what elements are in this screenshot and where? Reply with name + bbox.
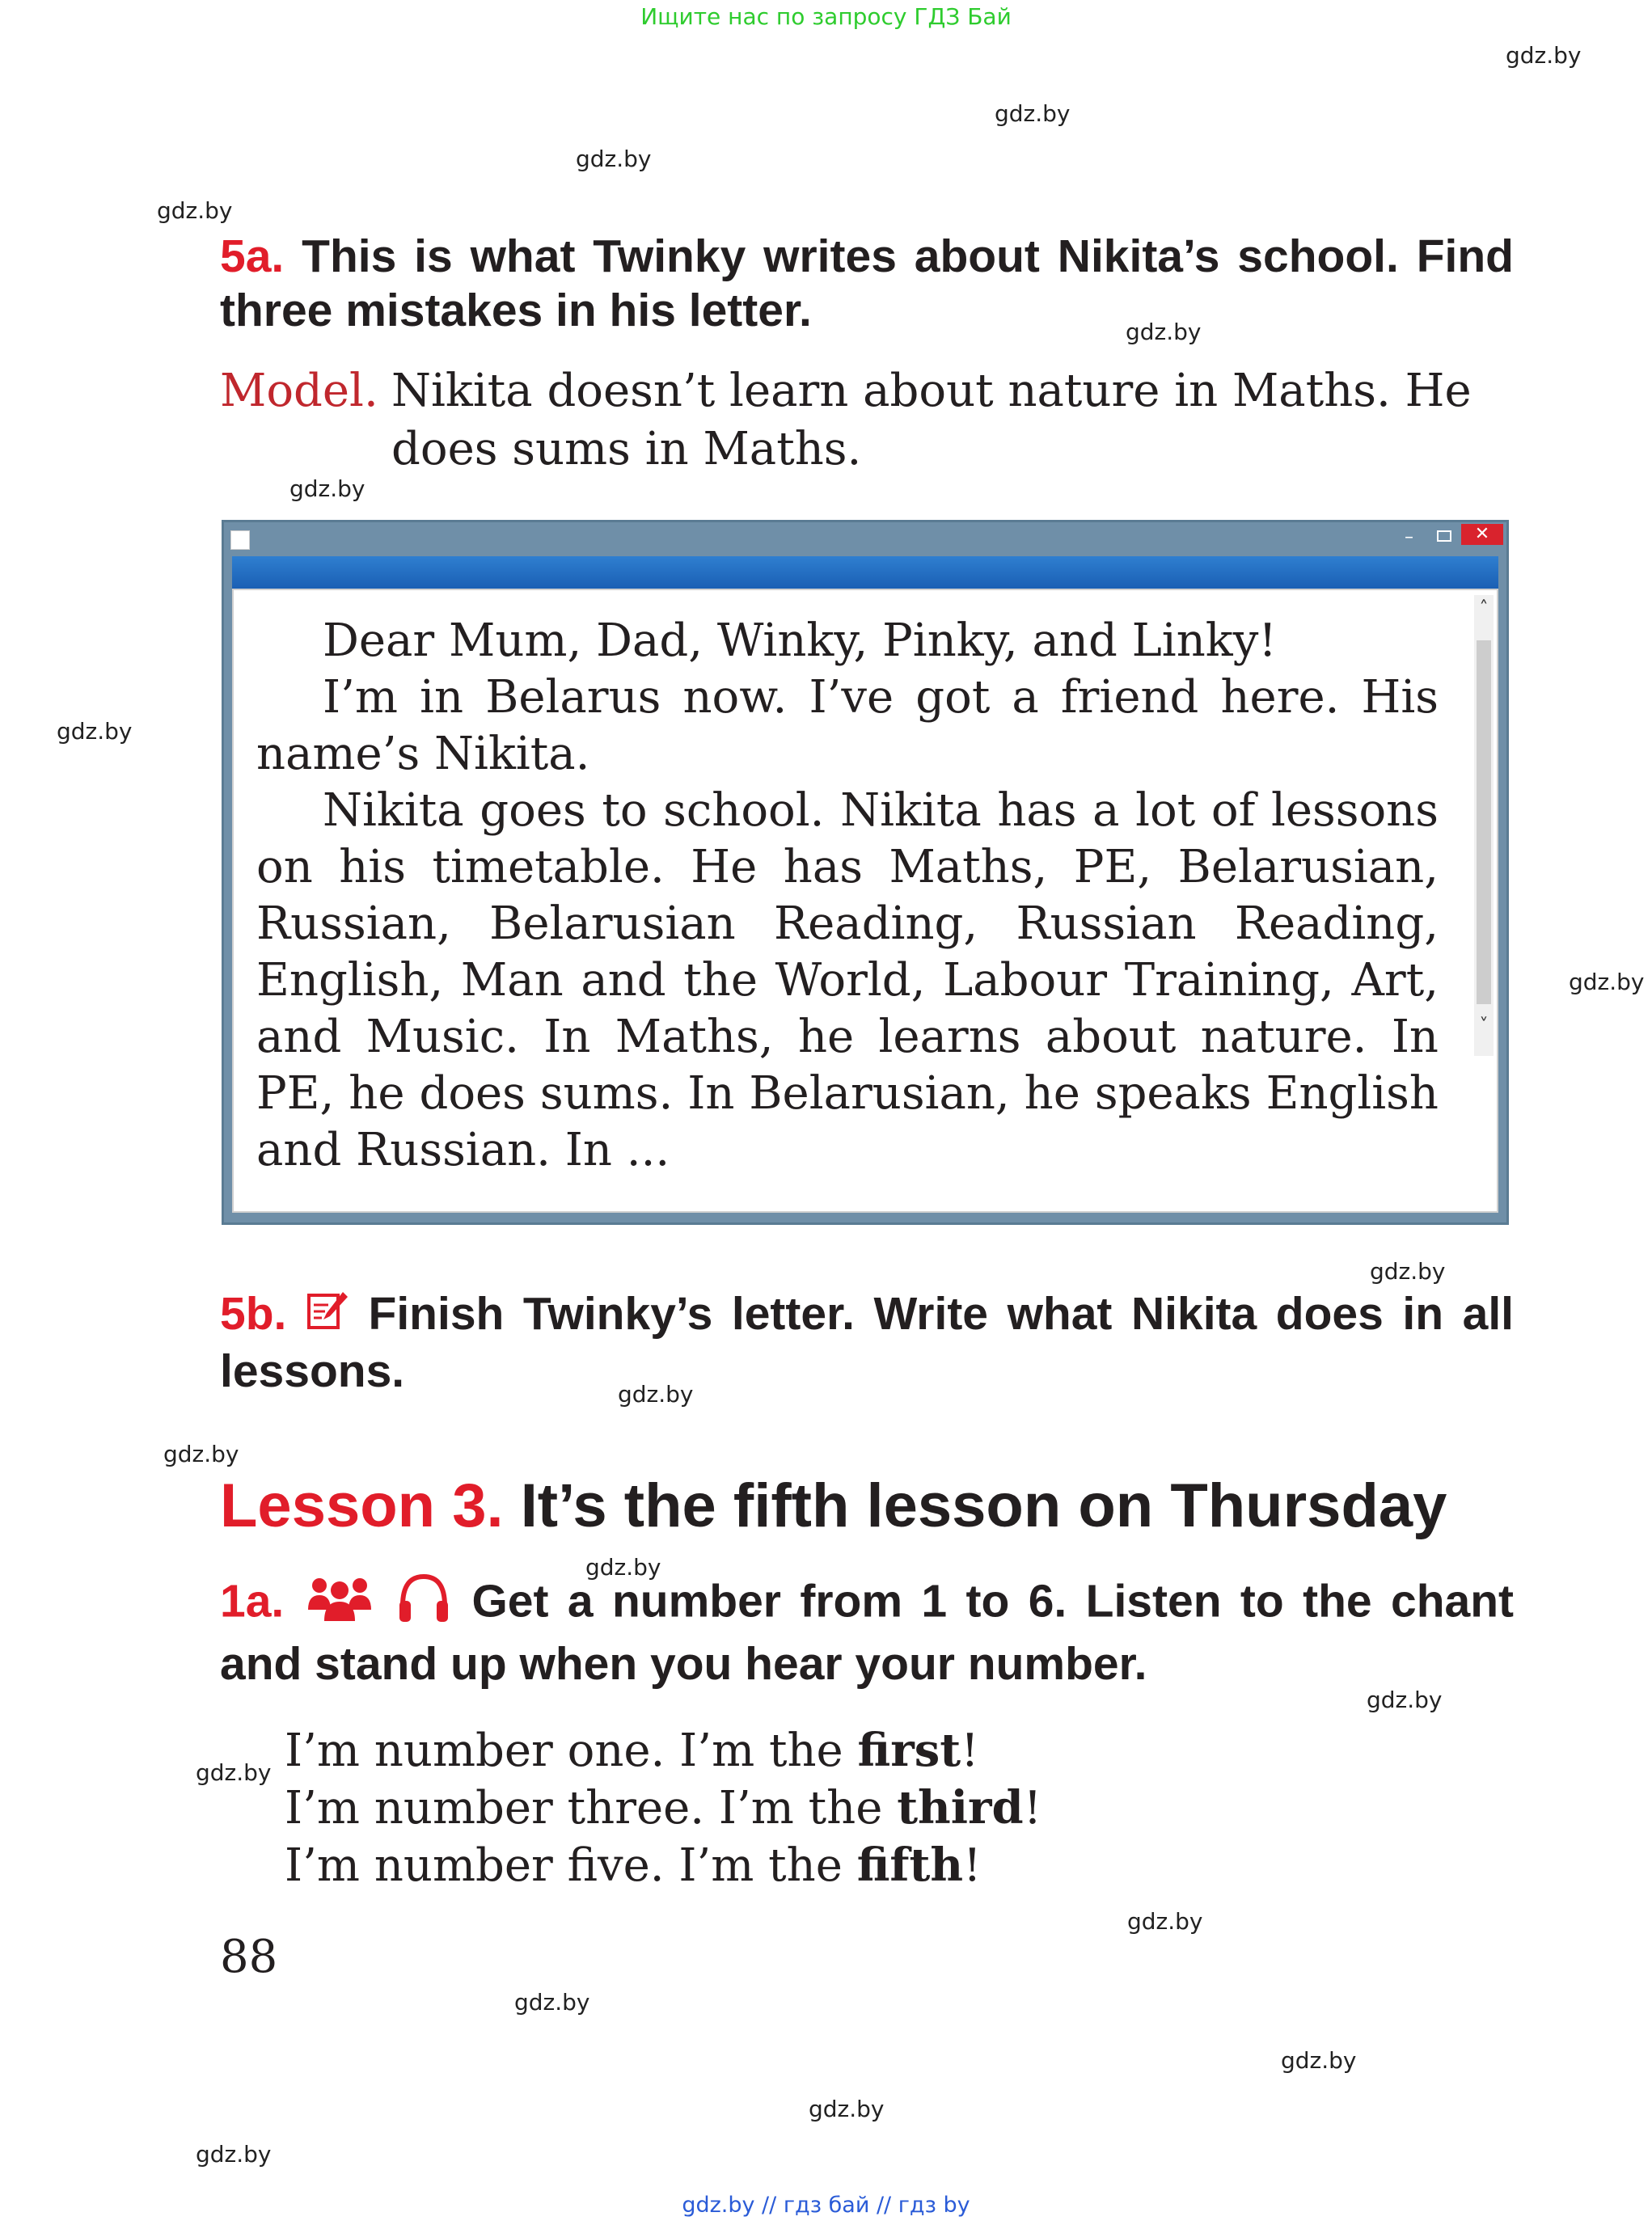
watermark: gdz.by: [57, 718, 133, 745]
scrollbar[interactable]: [1474, 595, 1494, 1056]
bottom-banner[interactable]: gdz.by // гдз бай // гдз by: [682, 2193, 970, 2218]
watermark: gdz.by: [157, 197, 233, 224]
watermark: gdz.by: [196, 1759, 272, 1786]
watermark: gdz.by: [995, 100, 1071, 127]
window-toolbar: [232, 556, 1498, 589]
task-instruction: Get a number from 1 to 6. Listen to the chant and stand up when you hear your number.: [220, 1575, 1515, 1690]
letter-greeting: Dear Mum, Dad, Winky, Pinky, and Linky!: [323, 614, 1277, 667]
close-icon[interactable]: ✕: [1461, 524, 1503, 545]
chant: [285, 1722, 1041, 1894]
lesson-heading: [220, 1470, 1447, 1543]
lesson-title: It’s the fifth lesson on Thursday: [503, 1471, 1447, 1540]
top-banner[interactable]: Ищите нас по запросу ГДЗ Бай: [640, 3, 1012, 30]
watermark: gdz.by: [618, 1381, 694, 1408]
watermark: gdz.by: [1370, 1258, 1446, 1285]
watermark: gdz.by: [289, 475, 365, 502]
task-number: 1a.: [220, 1575, 285, 1628]
minimize-icon[interactable]: –: [1405, 527, 1413, 547]
letter-text: [256, 613, 1439, 1179]
task-1a: [220, 1572, 1514, 1691]
chant-line: I’m number one. I’m the first!: [285, 1724, 979, 1777]
task-5b: [220, 1287, 1514, 1399]
lesson-number: Lesson 3.: [220, 1471, 504, 1540]
watermark: gdz.by: [163, 1441, 239, 1467]
watermark: gdz.by: [809, 2096, 885, 2122]
chant-line: I’m number five. I’m the fifth!: [285, 1839, 982, 1892]
watermark: gdz.by: [1281, 2047, 1357, 2074]
pencil-note-icon: [306, 1289, 349, 1345]
watermark: gdz.by: [1127, 1908, 1203, 1935]
task-number: 5a.: [220, 230, 285, 282]
watermark: gdz.by: [1367, 1687, 1443, 1713]
watermark: gdz.by: [514, 1989, 590, 2016]
chevron-up-icon[interactable]: ˄: [1479, 598, 1489, 619]
letter-paragraph: Nikita goes to school. Nikita has a lot of lessons on his timetable. He has Maths, PE, Belarusian, Russian, Belarusian Reading, Russian Reading, English, Man and the World, Labour Training, Art, and Music. In Maths, he learns about nature. In PE, he does sums. In Belarusian, he speaks English and Russian. In ...: [256, 784, 1439, 1176]
watermark: gdz.by: [576, 146, 652, 172]
maximize-icon[interactable]: [1437, 530, 1451, 542]
watermark: gdz.by: [1506, 42, 1582, 69]
letter-window: [222, 520, 1509, 1225]
task-instruction: Finish Twinky’s letter. Write what Nikita does in all lessons.: [220, 1288, 1514, 1398]
window-content: [232, 589, 1498, 1213]
model-label: Model.: [220, 365, 378, 417]
task-instruction: This is what Twinky writes about Nikita’s school. Find three mistakes in his letter.: [220, 230, 1514, 336]
watermark: gdz.by: [1126, 319, 1202, 345]
window-titlebar: [224, 522, 1506, 556]
people-group-icon: [303, 1574, 376, 1635]
watermark: gdz.by: [196, 2141, 272, 2168]
task-5a: [220, 230, 1514, 338]
scrollbar-thumb[interactable]: [1477, 640, 1491, 1004]
model-text: Nikita doesn’t learn about nature in Maths. He does sums in Maths.: [391, 365, 1472, 475]
window-checkbox[interactable]: [230, 530, 250, 550]
chant-line: I’m number three. I’m the third!: [285, 1781, 1042, 1834]
chevron-down-icon[interactable]: ˅: [1479, 1015, 1489, 1036]
watermark: gdz.by: [1569, 969, 1645, 995]
page-number: 88: [220, 1931, 278, 1983]
letter-paragraph: I’m in Belarus now. I’ve got a friend here. His name’s Nikita.: [256, 671, 1439, 780]
headphones-icon: [395, 1572, 453, 1637]
task-number: 5b.: [220, 1288, 287, 1340]
watermark: gdz.by: [585, 1554, 661, 1581]
